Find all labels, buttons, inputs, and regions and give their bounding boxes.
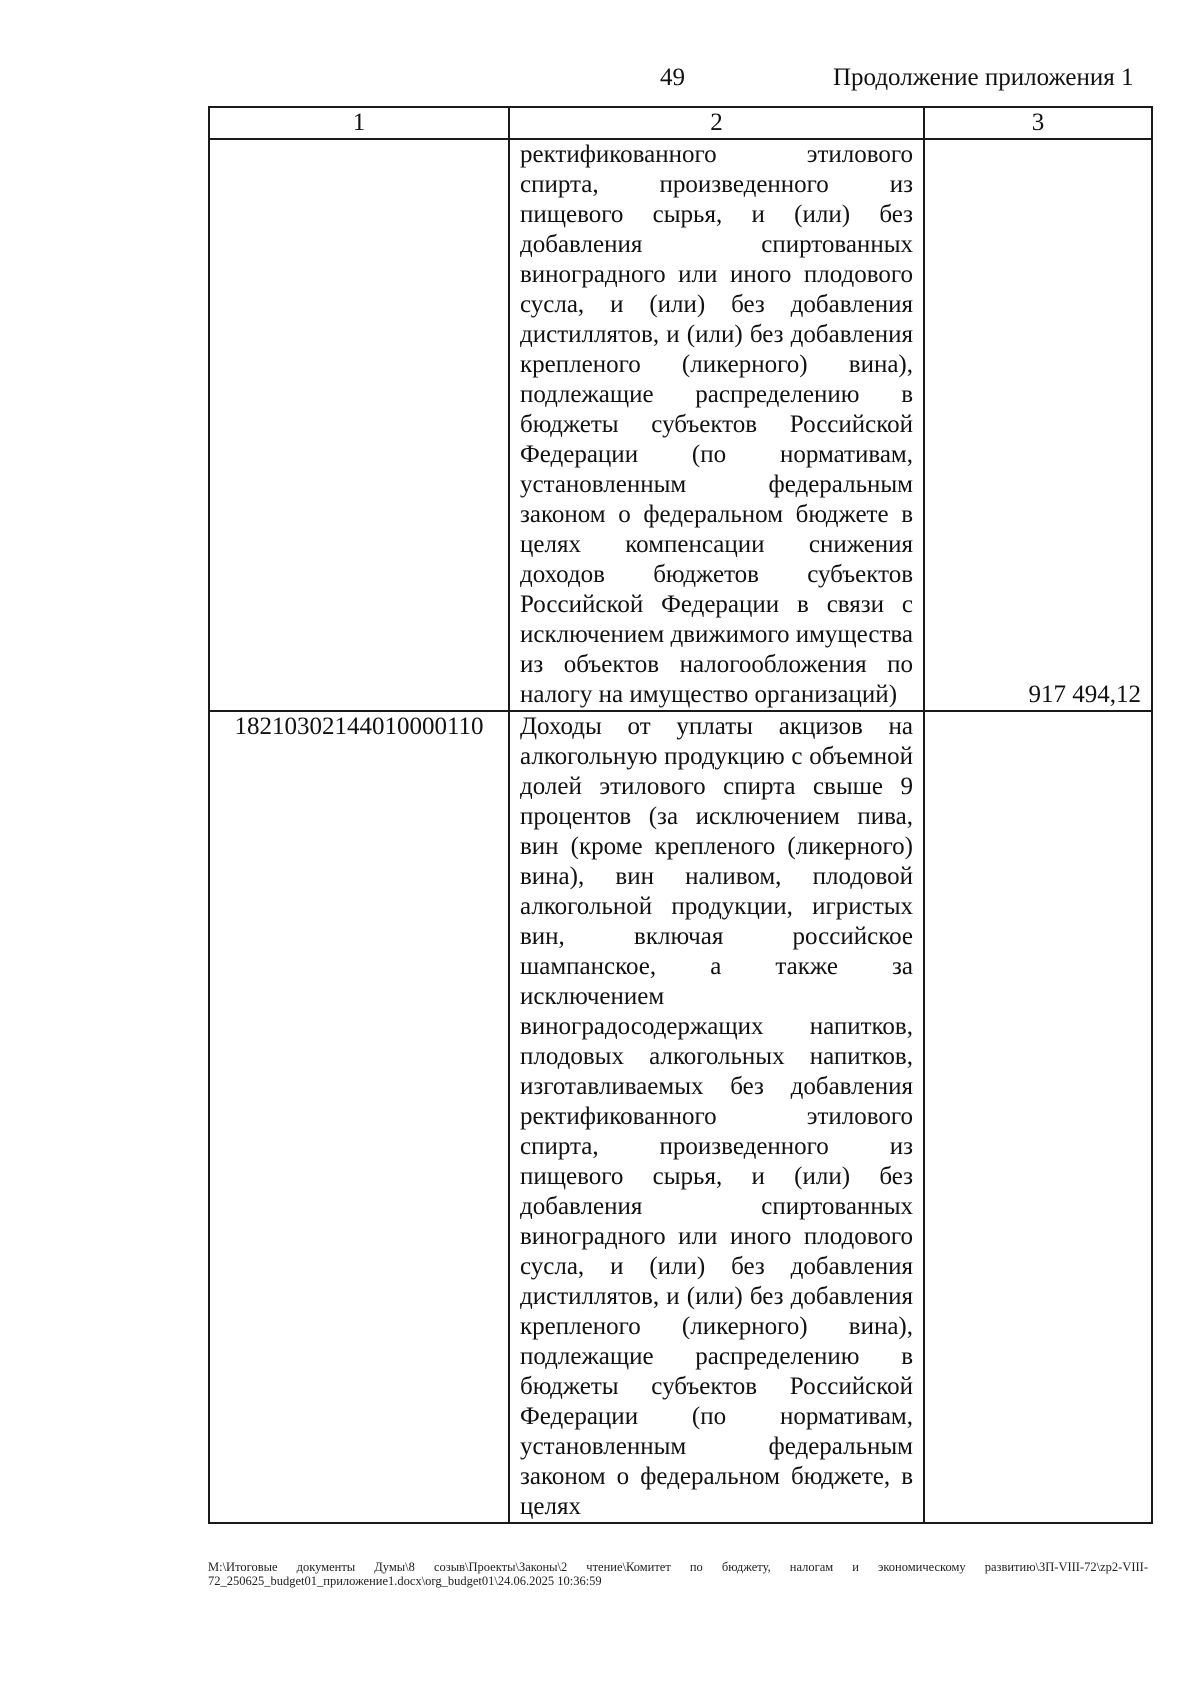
row-amount — [924, 711, 1152, 1523]
continuation-label: Продолжение приложения 1 — [833, 64, 1134, 91]
table-row — [209, 139, 1152, 711]
page-number: 49 — [660, 64, 685, 91]
table-header-row — [209, 107, 1152, 139]
budget-table — [208, 106, 1153, 1524]
row-description: Доходы от уплаты акцизов на алкогольную продукцию с объемной долей этилового спирта свыше 9 процентов (за исключением пива, вин (кроме крепленого (ликерного) вина), вин наливом, плодовой алкогольной продукции, игристых вин, включая российское шампанское, а также за исключением виноградосодержащих напитков, плодовых алкогольных напитков, изготавливаемых без добавления ректификованного этилового спирта, произведенного из пищевого сырья, и (или) без добавления спиртованных виноградного или иного плодового сусла, и (или) без добавления дистиллятов, и (или) без добавления крепленого (ликерного) вина), подлежащие распределению в бюджеты субъектов Российской Федерации (по нормативам, установленным федеральным законом о федеральном бюджете, в целях — [509, 711, 924, 1523]
table-row — [209, 711, 1152, 1523]
column-header-2: 2 — [509, 107, 924, 139]
row-code: 18210302144010000110 — [209, 711, 509, 1523]
row-code — [209, 139, 509, 711]
footer-file-path: M:\Итоговые документы Думы\8 созыв\Проекты\Законы\2 чтение\Комитет по бюджету, налогам и экономическому развитию\ЗП-VIII-72\zp2-VIII-72_250625_budget01_приложение1.docx\org_budget01\24.06.2025 10:36:59 — [208, 1560, 1148, 1588]
row-amount: 917 494,12 — [924, 139, 1152, 711]
column-header-1: 1 — [209, 107, 509, 139]
column-header-3: 3 — [924, 107, 1152, 139]
row-description: ректификованного этилового спирта, произведенного из пищевого сырья, и (или) без добавления спиртованных виноградного или иного плодового сусла, и (или) без добавления дистиллятов, и (или) без добавления крепленого (ликерного) вина), подлежащие распределению в бюджеты субъектов Российской Федерации (по нормативам, установленным федеральным законом о федеральном бюджете в целях компенсации снижения доходов бюджетов субъектов Российской Федерации в связи с исключением движимого имущества из объектов налогообложения по налогу на имущество организаций) — [509, 139, 924, 711]
